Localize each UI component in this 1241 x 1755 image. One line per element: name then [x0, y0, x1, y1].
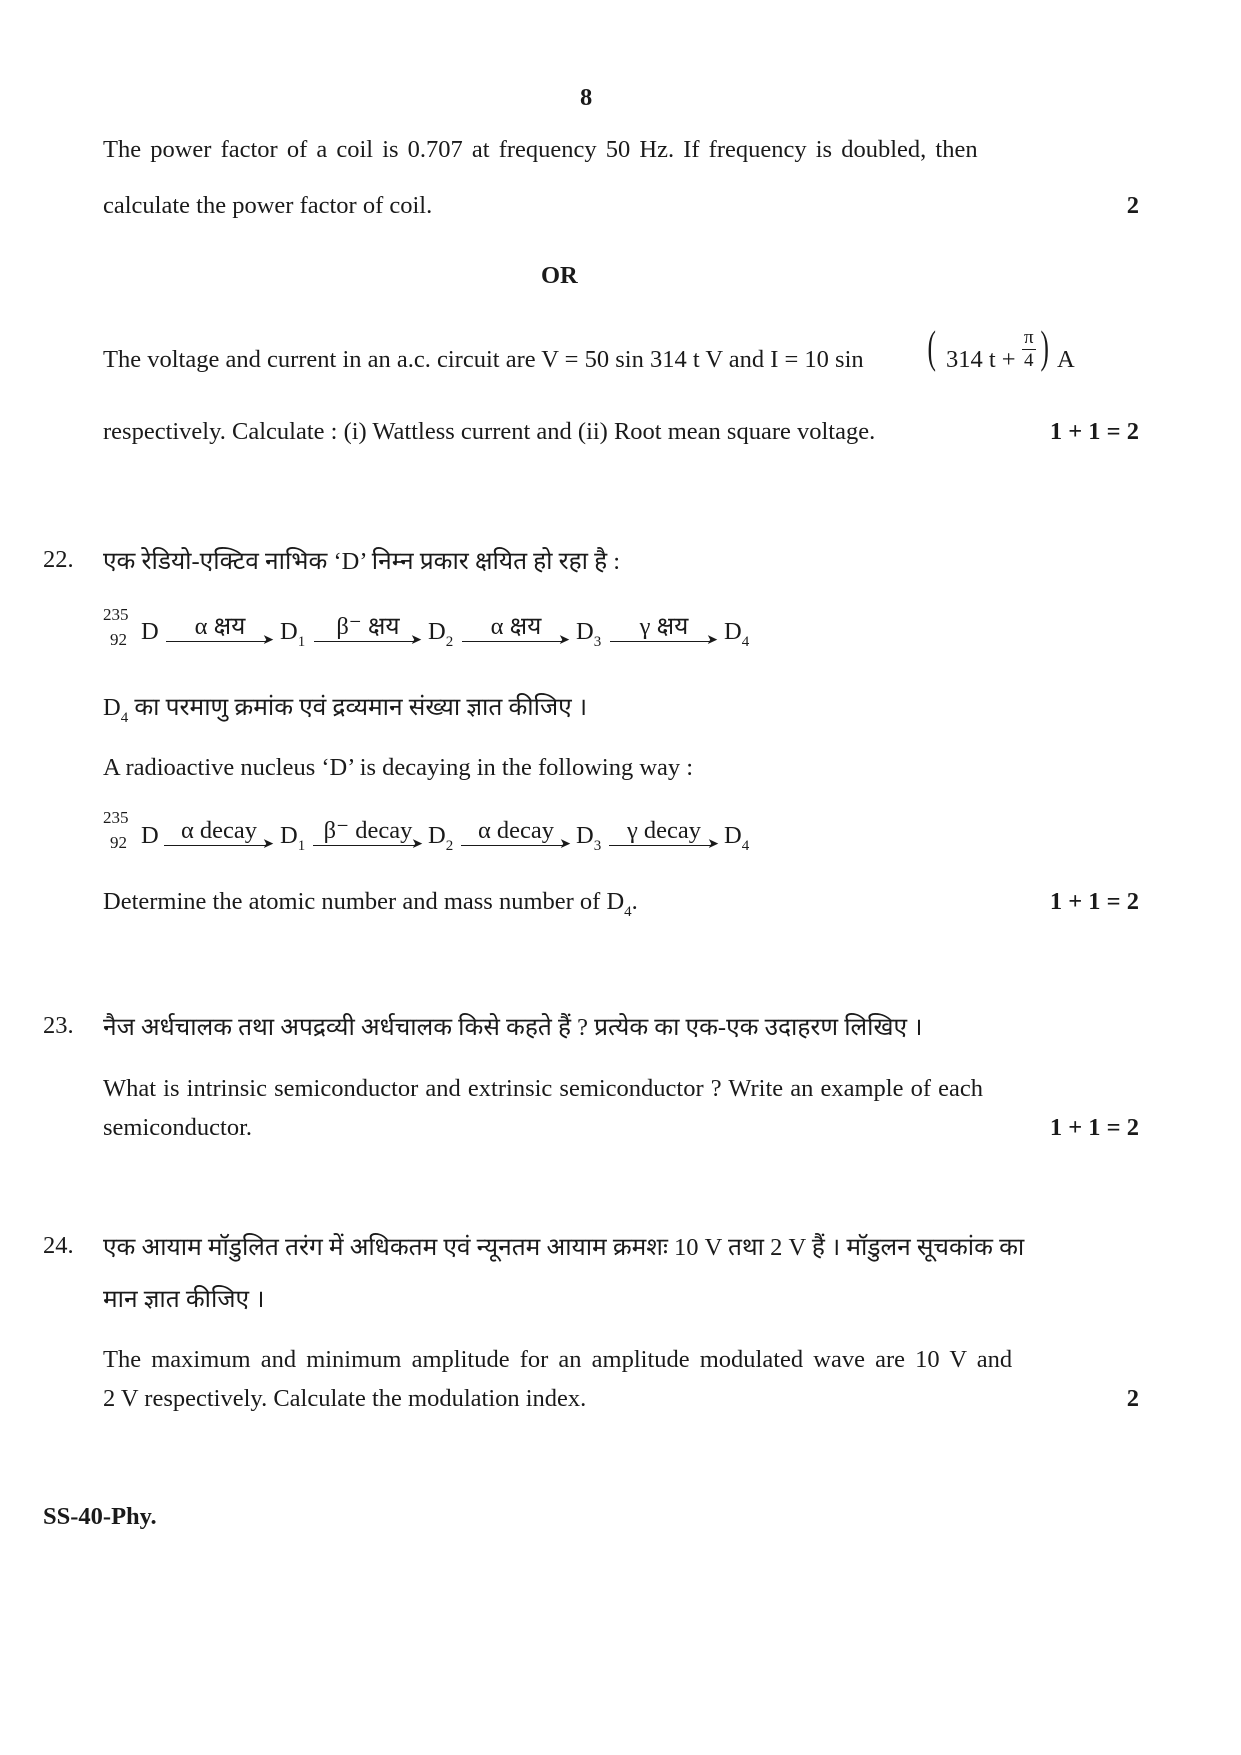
paper-code: SS-40-Phy. [43, 1503, 157, 1530]
fraction-numerator: π [1024, 327, 1034, 348]
q23-marks: 1 + 1 = 2 [1049, 1114, 1139, 1141]
decay-arrow: β⁻ क्षय ➤ [314, 614, 422, 640]
decay-label: γ क्षय [639, 613, 689, 640]
nucleus-d3: $D_3$ [576, 618, 602, 650]
q22-hindi-task: $D_4$ का परमाणु क्रमांक एवं द्रव्यमान संख्या ज्ञात कीजिए । [103, 694, 588, 726]
mass-number: 235 [103, 808, 129, 827]
decay-arrow: α decay ➤ [164, 818, 274, 844]
q24-marks: 2 [1126, 1385, 1139, 1412]
q22-english-task: Determine the atomic number and mass number of $D_4$. [103, 888, 638, 920]
decay-label: β⁻ decay [323, 817, 413, 844]
atomic-number: 92 [110, 630, 127, 649]
q24-english-line2: 2 V respectively. Calculate the modulation index. [103, 1385, 587, 1412]
nucleus-d4: $D_4$ [724, 618, 750, 650]
q21-alt-inner: 314 t + [946, 346, 1016, 373]
decay-label: β⁻ क्षय [336, 613, 400, 640]
mass-number: 235 [103, 605, 129, 624]
q22-english-task-text: Determine the atomic number and mass number of D [103, 888, 625, 915]
q22-marks: 1 + 1 = 2 [1049, 888, 1139, 915]
decay-arrow: α decay ➤ [461, 818, 571, 844]
q21-alt-marks: 1 + 1 = 2 [1049, 418, 1139, 445]
q23-english-line1: What is intrinsic semiconductor and extrinsic semiconductor ? Write an example of each [103, 1075, 984, 1102]
q23-hindi: नैज अर्धचालक तथा अपद्रव्यी अर्धचालक किसे कहते हैं ? प्रत्येक का एक-एक उदाहरण लिखिए । [103, 1014, 923, 1041]
nucleus-d1: $D_1$ [280, 618, 306, 650]
q24-english-line1: The maximum and minimum amplitude for an amplitude modulated wave are 10 V and [103, 1346, 1013, 1373]
q24-hindi-line1: एक आयाम मॉडुलित तरंग में अधिकतम एवं न्यूनतम आयाम क्रमशः 10 V तथा 2 V हैं । मॉडुलन सूचकांक का [103, 1234, 1025, 1261]
q24-hindi-line2: मान ज्ञात कीजिए । [103, 1286, 265, 1313]
q21-line2: calculate the power factor of coil. [103, 192, 433, 219]
q22-hindi-intro: एक रेडियो-एक्टिव नाभिक ‘D’ निम्न प्रकार क्षयित हो रहा है : [103, 548, 621, 575]
atomic-number: 92 [110, 833, 127, 852]
or-separator: OR [541, 262, 578, 289]
decay-arrow: α क्षय ➤ [462, 614, 570, 640]
q21-alt-line1: The voltage and current in an a.c. circuit are V = 50 sin 314 t V and I = 10 sin [103, 346, 864, 373]
decay-label: α क्षय [490, 613, 542, 640]
decay-label: α decay [477, 817, 555, 844]
decay-arrow: γ क्षय ➤ [610, 614, 718, 640]
nucleus-d1: $D_1$ [280, 822, 306, 854]
decay-arrow: γ decay ➤ [609, 818, 719, 844]
q21-line1: The power factor of a coil is 0.707 at frequency 50 Hz. If frequency is doubled, then [103, 136, 978, 163]
nucleus-d3: $D_3$ [576, 822, 602, 854]
open-paren: ( [927, 321, 936, 372]
q21-alt-unit: A [1057, 346, 1075, 373]
decay-arrow: β⁻ decay ➤ [313, 818, 423, 844]
page-number: 8 [580, 84, 593, 111]
close-paren: ) [1040, 321, 1049, 372]
decay-label: α decay [180, 817, 258, 844]
decay-label: γ decay [626, 817, 702, 844]
q21-marks: 2 [1126, 192, 1139, 219]
q22-english-intro: A radioactive nucleus ‘D’ is decaying in the following way : [103, 754, 694, 781]
nucleus-d2: $D_2$ [428, 822, 454, 854]
q22-hindi-task-text: का परमाणु क्रमांक एवं द्रव्यमान संख्या ज्ञात कीजिए । [134, 694, 588, 721]
q22-number: 22. [43, 546, 74, 573]
q21-alt-line2: respectively. Calculate : (i) Wattless current and (ii) Root mean square voltage. [103, 418, 876, 445]
decay-arrow: α क्षय ➤ [166, 614, 274, 640]
nucleus-d4: $D_4$ [724, 822, 750, 854]
nucleus-d: D [141, 618, 159, 645]
nucleus-d2: $D_2$ [428, 618, 454, 650]
fraction-denominator: 4 [1024, 350, 1034, 371]
q24-number: 24. [43, 1232, 74, 1259]
decay-label: α क्षय [194, 613, 246, 640]
q23-english-line2: semiconductor. [103, 1114, 253, 1141]
q23-number: 23. [43, 1012, 74, 1039]
nucleus-d: D [141, 822, 159, 849]
pi-over-four-fraction [1022, 327, 1036, 372]
